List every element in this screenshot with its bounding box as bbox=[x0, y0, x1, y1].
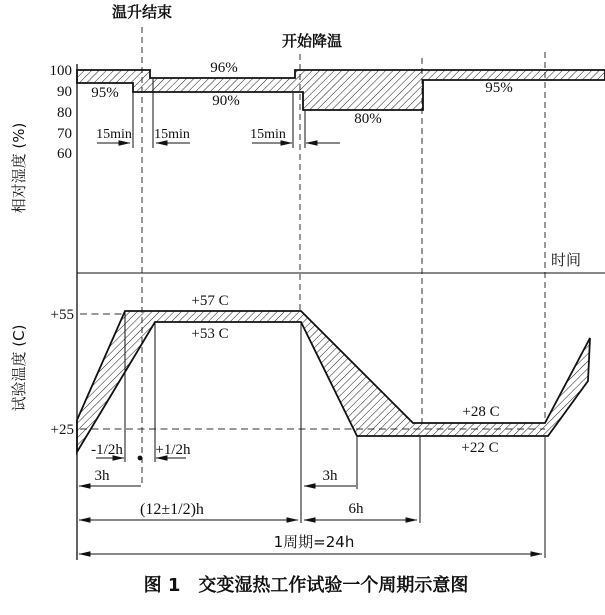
temp-label-22: +22 C bbox=[461, 440, 499, 456]
time-axis-label: 时间 bbox=[550, 251, 582, 269]
rh-tick-80: 80 bbox=[57, 105, 72, 121]
rh-tick-70: 70 bbox=[57, 126, 72, 142]
dim-3h-rise: 3h bbox=[94, 468, 110, 484]
rh-axis-title: 相对湿度 (%) bbox=[10, 122, 28, 214]
rh-label-15min-2: 15min bbox=[154, 127, 190, 142]
dim-24h-cycle: 1周期=24h bbox=[273, 533, 355, 551]
dim-6h: 6h bbox=[348, 501, 364, 517]
rh-label-15min-3: 15min bbox=[250, 127, 286, 142]
temp-label-53: +53 C bbox=[191, 326, 229, 342]
temp-tick-55: +55 bbox=[50, 307, 74, 323]
rh-label-96: 96% bbox=[210, 60, 238, 76]
dim-minus-half-h: -1/2h bbox=[91, 442, 123, 458]
rh-label-95-right: 95% bbox=[485, 80, 513, 96]
rh-tick-90: 90 bbox=[57, 84, 72, 100]
rh-label-95-left: 95% bbox=[91, 85, 119, 101]
rh-tick-60: 60 bbox=[57, 146, 72, 162]
label-start-of-cooling: 开始降温 bbox=[281, 32, 343, 50]
temp-axis-title: 试验温度 (C) bbox=[10, 324, 28, 412]
dim-12h: (12±1/2)h bbox=[140, 501, 204, 518]
figure-caption: 图 1 交变湿热工作试验一个周期示意图 bbox=[143, 575, 469, 596]
label-end-of-temp-rise: 温升结束 bbox=[111, 3, 173, 21]
rh-label-80: 80% bbox=[354, 111, 382, 127]
dim-3h-fall: 3h bbox=[322, 468, 338, 484]
temp-label-28: +28 C bbox=[462, 404, 500, 420]
temp-tick-25: +25 bbox=[50, 422, 74, 438]
dim-plus-half-h: +1/2h bbox=[155, 442, 191, 458]
rh-tick-100: 100 bbox=[49, 63, 72, 79]
temp-label-57: +57 C bbox=[191, 293, 229, 309]
rh-label-15min-1: 15min bbox=[96, 127, 132, 142]
rh-label-90: 90% bbox=[212, 93, 240, 109]
half-hour-center-dot bbox=[138, 456, 143, 461]
